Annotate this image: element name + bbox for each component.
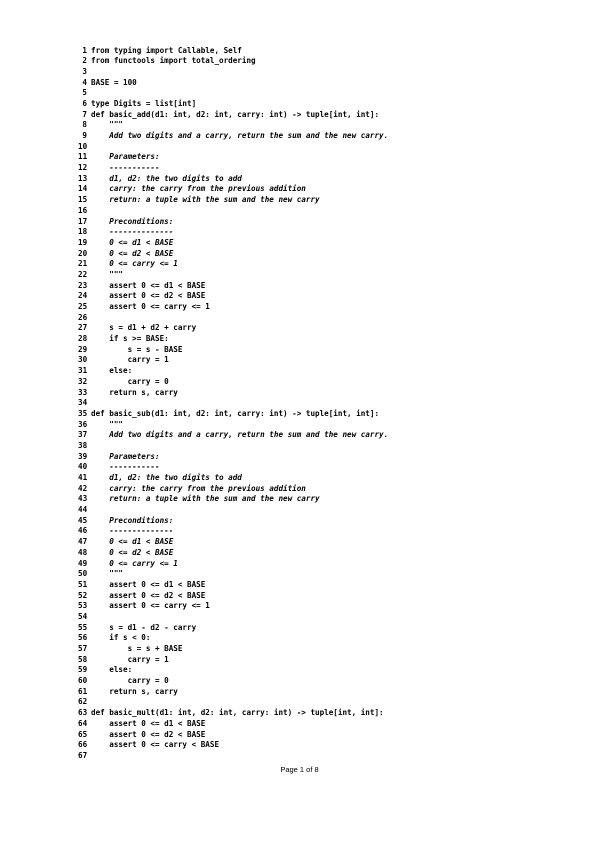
line-number: 67 [78, 750, 88, 760]
line-code-text: carry = 1 [91, 654, 169, 664]
line-code-text: assert 0 <= d1 < BASE [91, 579, 206, 589]
code-line [78, 398, 388, 409]
line-code-text: 0 <= d1 < BASE [91, 537, 174, 547]
code-line [78, 633, 388, 644]
line-number: 51 [78, 579, 88, 589]
line-number: 21 [78, 259, 88, 269]
code-line [78, 740, 388, 751]
line-number: 9 [82, 131, 87, 140]
line-number: 37 [78, 430, 88, 440]
code-line [78, 334, 388, 345]
line-number: 24 [78, 291, 88, 301]
line-code-text: -------------- [91, 526, 174, 536]
line-code-text: assert 0 <= d1 < BASE [91, 718, 206, 728]
code-line [78, 227, 388, 238]
code-line [78, 131, 388, 142]
page-footer: Page 1 of 8 [280, 765, 319, 774]
line-code-text: assert 0 <= carry <= 1 [91, 601, 210, 611]
line-gutter-gap [87, 88, 91, 99]
line-code-text: carry: the carry from the previous addition [91, 184, 306, 194]
line-code-text: return s, carry [91, 387, 178, 397]
line-number: 14 [78, 184, 88, 194]
line-code-text: assert 0 <= d1 < BASE [91, 280, 206, 290]
code-line [78, 281, 388, 292]
line-gutter-gap [87, 441, 91, 452]
code-line [78, 730, 388, 741]
line-number: 27 [78, 323, 88, 333]
line-number: 23 [78, 280, 88, 290]
code-line [78, 291, 388, 302]
line-code-text: """ [91, 419, 124, 429]
code-line [78, 249, 388, 260]
code-line [78, 302, 388, 313]
code-line [78, 430, 388, 441]
line-number: 55 [78, 622, 88, 632]
code-line [78, 623, 388, 634]
line-number: 4 [82, 77, 87, 87]
code-line [78, 655, 388, 666]
code-line [78, 270, 388, 281]
line-number: 44 [78, 505, 88, 515]
line-number: 10 [78, 141, 88, 151]
line-number: 20 [78, 248, 88, 258]
line-code-text: Preconditions: [91, 216, 174, 226]
line-code-text: carry = 1 [91, 355, 169, 365]
line-number: 58 [78, 654, 88, 664]
line-code-text: else: [91, 665, 133, 675]
line-number: 8 [82, 120, 87, 130]
line-gutter-gap [87, 142, 91, 153]
code-line [78, 484, 388, 495]
line-code-text: 0 <= carry <= 1 [91, 259, 178, 269]
line-number: 43 [78, 494, 88, 504]
code-line [78, 206, 388, 217]
line-code-text: 0 <= carry <= 1 [91, 558, 178, 568]
code-line [78, 366, 388, 377]
code-line [78, 494, 388, 505]
line-number: 48 [78, 547, 88, 557]
code-line [78, 355, 388, 366]
line-code-text: Preconditions: [91, 515, 174, 525]
code-line [78, 388, 388, 399]
line-number: 35 [78, 408, 88, 418]
code-line [78, 195, 388, 206]
code-line [78, 238, 388, 249]
code-line [78, 665, 388, 676]
line-number: 39 [78, 451, 88, 461]
code-line [78, 473, 388, 484]
code-line [78, 676, 388, 687]
line-number: 47 [78, 537, 88, 547]
line-number: 7 [82, 109, 87, 119]
line-code-text: from functools import total_ordering [91, 56, 256, 66]
line-number: 12 [78, 163, 88, 173]
code-line [78, 110, 388, 121]
code-line [78, 441, 388, 452]
line-number: 15 [78, 195, 88, 205]
code-line [78, 184, 388, 195]
line-number: 53 [78, 601, 88, 611]
code-line [78, 537, 388, 548]
line-code-text: 0 <= d2 < BASE [91, 547, 174, 557]
code-line [78, 323, 388, 334]
line-gutter-gap [87, 67, 91, 78]
code-line [78, 687, 388, 698]
line-code-text: def basic_add(d1: int, d2: int, carry: int) -> tuple[int, int]: [91, 109, 380, 119]
line-number: 60 [78, 676, 88, 686]
line-number: 28 [78, 334, 88, 344]
line-number: 59 [78, 665, 88, 675]
line-code-text: BASE = 100 [91, 77, 137, 87]
code-line [78, 313, 388, 324]
line-gutter-gap [87, 206, 91, 217]
code-line [78, 697, 388, 708]
line-number: 26 [78, 312, 88, 322]
line-code-text: s = s + BASE [91, 644, 183, 653]
line-number: 13 [78, 173, 88, 183]
line-number: 64 [78, 718, 88, 728]
line-code-text: s = d1 + d2 + carry [91, 323, 197, 333]
line-number: 16 [78, 205, 88, 215]
line-number: 56 [78, 633, 88, 643]
code-line [78, 516, 388, 527]
code-line [78, 462, 388, 473]
line-number: 61 [78, 686, 88, 696]
line-number: 30 [78, 355, 88, 365]
line-number: 38 [78, 440, 88, 450]
code-line [78, 559, 388, 570]
line-code-text: if s < 0: [91, 633, 151, 643]
line-code-text: """ [91, 569, 124, 579]
line-code-text: else: [91, 366, 133, 376]
line-number: 54 [78, 611, 88, 621]
line-code-text: s = d1 - d2 - carry [91, 622, 197, 632]
code-line [78, 78, 388, 89]
line-gutter-gap [87, 398, 91, 409]
code-line [78, 259, 388, 270]
code-line [78, 505, 388, 516]
line-code-text: assert 0 <= d2 < BASE [91, 291, 206, 301]
code-line [78, 377, 388, 388]
line-number: 49 [78, 558, 88, 568]
code-line [78, 152, 388, 163]
line-number: 32 [78, 376, 88, 386]
line-gutter-gap [87, 313, 91, 324]
line-number: 40 [78, 462, 88, 472]
code-line [78, 420, 388, 431]
line-number: 31 [78, 366, 88, 376]
line-code-text: """ [91, 120, 124, 130]
line-code-text: def basic_sub(d1: int, d2: int, carry: int) -> tuple[int, int]: [91, 408, 380, 418]
line-number: 22 [78, 269, 88, 279]
line-number: 57 [78, 644, 88, 653]
line-code-text: -------------- [91, 227, 174, 237]
line-code-text: return s, carry [91, 686, 178, 696]
line-number: 1 [82, 45, 87, 55]
line-number: 25 [78, 302, 88, 311]
code-line [78, 569, 388, 580]
line-number: 29 [78, 344, 88, 354]
line-code-text: def basic_mult(d1: int, d2: int, carry: int) -> tuple[int, int]: [91, 708, 384, 718]
line-number: 19 [78, 237, 88, 247]
code-line [78, 46, 388, 57]
code-line [78, 345, 388, 356]
line-number: 45 [78, 515, 88, 525]
code-line [78, 708, 388, 719]
line-number: 34 [78, 398, 88, 408]
line-code-text: 0 <= d1 < BASE [91, 237, 174, 247]
line-number: 2 [82, 56, 87, 66]
code-line [78, 601, 388, 612]
line-number: 62 [78, 697, 88, 707]
line-number: 66 [78, 740, 88, 750]
code-line [78, 174, 388, 185]
line-code-text: d1, d2: the two digits to add [91, 473, 242, 482]
line-code-text: Add two digits and a carry, return the sum and the new carry. [91, 430, 389, 440]
line-code-text: assert 0 <= carry < BASE [91, 740, 220, 750]
line-code-text: from typing import Callable, Self [91, 45, 242, 55]
line-number: 18 [78, 227, 88, 237]
line-code-text: Add two digits and a carry, return the sum and the new carry. [91, 131, 389, 140]
line-number: 46 [78, 526, 88, 536]
code-line [78, 99, 388, 110]
line-code-text: carry = 0 [91, 376, 169, 386]
line-number: 17 [78, 216, 88, 226]
line-number: 33 [78, 387, 88, 397]
line-number: 41 [78, 473, 88, 482]
line-code-text: ----------- [91, 163, 160, 173]
code-line [78, 526, 388, 537]
line-code-text: assert 0 <= d2 < BASE [91, 729, 206, 739]
code-line [78, 56, 388, 67]
code-line [78, 67, 388, 78]
line-code-text: """ [91, 269, 124, 279]
line-code-text: return: a tuple with the sum and the new carry [91, 195, 320, 205]
line-gutter-gap [87, 505, 91, 516]
code-line [78, 142, 388, 153]
code-line [78, 751, 388, 762]
line-number: 50 [78, 569, 88, 579]
line-number: 65 [78, 729, 88, 739]
code-line [78, 452, 388, 463]
line-code-text: assert 0 <= d2 < BASE [91, 590, 206, 600]
line-code-text: carry = 0 [91, 676, 169, 686]
line-code-text: return: a tuple with the sum and the new carry [91, 494, 320, 504]
code-line [78, 612, 388, 623]
line-gutter-gap [87, 697, 91, 708]
code-line [78, 409, 388, 420]
line-code-text: Parameters: [91, 451, 160, 461]
line-code-text: s = s - BASE [91, 344, 183, 354]
line-number: 63 [78, 708, 88, 718]
line-number: 52 [78, 590, 88, 600]
code-line [78, 163, 388, 174]
line-code-text: assert 0 <= carry <= 1 [91, 302, 210, 311]
line-code-text: Parameters: [91, 152, 160, 162]
line-number: 5 [82, 88, 87, 98]
code-line [78, 548, 388, 559]
code-line [78, 719, 388, 730]
line-code-text: 0 <= d2 < BASE [91, 248, 174, 258]
line-number: 36 [78, 419, 88, 429]
line-number: 3 [82, 66, 87, 76]
line-code-text: ----------- [91, 462, 160, 472]
line-code-text: d1, d2: the two digits to add [91, 173, 242, 183]
line-number: 11 [78, 152, 88, 162]
code-line [78, 580, 388, 591]
line-code-text: if s >= BASE: [91, 334, 169, 344]
line-code-text: carry: the carry from the previous addition [91, 483, 306, 493]
code-line [78, 120, 388, 131]
line-gutter-gap [87, 751, 91, 762]
code-listing [78, 46, 388, 762]
code-line [78, 217, 388, 228]
code-line [78, 591, 388, 602]
line-number: 42 [78, 483, 88, 493]
line-gutter-gap [87, 612, 91, 623]
code-line [78, 88, 388, 99]
line-code-text: type Digits = list[int] [91, 98, 197, 108]
line-number: 6 [82, 98, 87, 108]
code-line [78, 644, 388, 655]
